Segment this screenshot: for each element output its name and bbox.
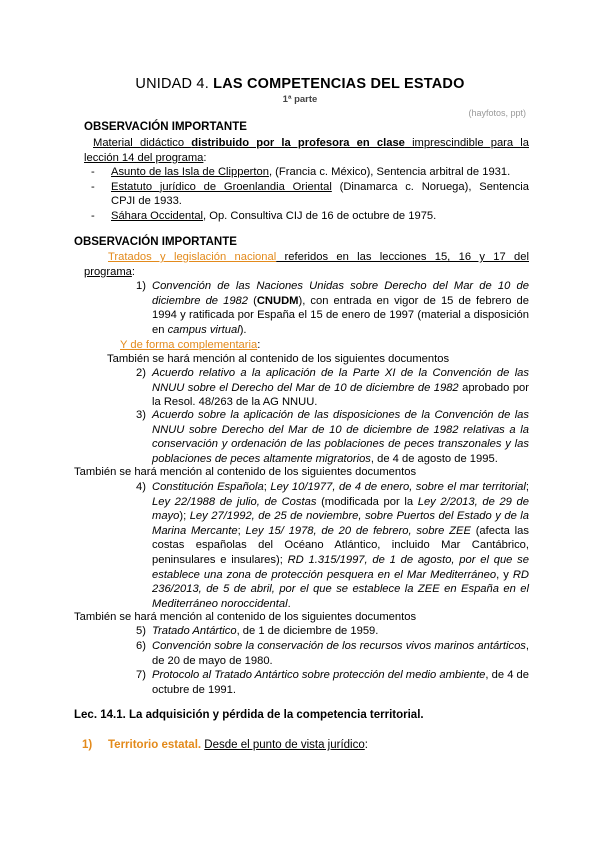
header-note: (hayfotos, ppt) xyxy=(468,108,526,118)
obs2-paragraph: Tratados y legislación nacional referidos en las lecciones 15, 16 y 17 del programa: xyxy=(84,251,529,278)
list-item: - Asunto de las Isla de Clipperton, (Francia c. México), Sentencia arbitral de 1931. xyxy=(91,166,511,178)
complementary-link[interactable]: Y de forma complementaria xyxy=(120,339,258,351)
item-6: 6) Convención sobre la conservación de los recursos vivos marinos antárticos, de 20 de mayo de 1980. xyxy=(136,640,529,667)
section-heading: 1) Territorio estatal. Desde el punto de vista jurídico: xyxy=(82,739,368,751)
list-item: - Sáhara Occidental, Op. Consultiva CIJ de 16 de octubre de 1975. xyxy=(91,209,437,222)
page-subtitle: 1ª parte xyxy=(282,94,318,105)
page-title xyxy=(0,76,600,92)
also-mention-2: También se hará mención al contenido de los siguientes documentos xyxy=(74,466,417,478)
title-bold: LAS COMPETENCIAS DEL ESTADO xyxy=(213,76,465,92)
item-7: 7) Protocolo al Tratado Antártico sobre protección del medio ambiente, de 4 de octubre de 1991. xyxy=(136,669,529,696)
also-mention-1: También se hará mención al contenido de los siguientes documentos xyxy=(107,353,450,365)
also-mention-3: También se hará mención al contenido de los siguientes documentos xyxy=(74,611,417,623)
treaties-link[interactable]: Tratados y legislación nacional xyxy=(108,251,277,263)
obs1-heading: OBSERVACIÓN IMPORTANTE xyxy=(84,121,247,133)
obs2-heading: OBSERVACIÓN IMPORTANTE xyxy=(74,236,237,248)
item-3: 3) Acuerdo sobre la aplicación de las disposiciones de la Convención de las NNUU sobre Derecho del Mar de 10 de diciembre de 1982 relativas a la conservación y ordenación de las poblaciones de peces transzonales y las poblaciones de peces altamente migratorios, de 4 de agosto de 1995. xyxy=(136,409,529,465)
item-4: 4) Constitución Española; Ley 10/1977, de 4 de enero, sobre el mar territorial; Ley 22/1988 de julio, de Costas (modificada por la Ley 2/2013, de 29 de mayo); Ley 27/1992, de 25 de noviembre, sobre Puertos del Estado y de la Marina Mercante; Ley 15/ 1978, de 20 de febrero, sobre ZEE (afecta las costas españolas del Océano Atlántico, incluido Mar Cantábrico, peninsulares e insulares); RD 1.315/1997, de 1 de agosto, por el que se establece una zona de protección pesquera en el Mar Mediterráneo, y RD 236/2013, de 5 de abril, por el que se establece la ZEE en España en el Mediterráneo noroccidental. xyxy=(136,481,529,610)
item-5: 5) Tratado Antártico, de 1 de diciembre de 1959. xyxy=(136,625,379,637)
obs1-bold: distribuido por la profesora en clase xyxy=(191,137,405,149)
obs1-list xyxy=(91,165,529,223)
list-item: CPJI de 1933. xyxy=(111,195,182,208)
list-item: - Estatuto jurídico de Groenlandia Oriental (Dinamarca c. Noruega), Sentencia xyxy=(91,180,529,193)
title-prefix: UNIDAD 4. xyxy=(135,76,214,92)
obs1-paragraph: Material didáctico distribuido por la profesora en clase imprescindible para la lección 14 del programa: xyxy=(84,137,529,164)
item-2: 2) Acuerdo relativo a la aplicación de la Parte XI de la Convención de las NNUU sobre el Derecho del Mar de 10 de diciembre de 1982 aprobado por la Resol. 48/263 de la AG NNUU. xyxy=(136,367,529,409)
lesson-title: Lec. 14.1. La adquisición y pérdida de la competencia territorial. xyxy=(74,709,424,721)
complementary-line: Y de forma complementaria: xyxy=(120,339,261,351)
item-1: 1) Convención de las Naciones Unidas sobre Derecho del Mar de 10 de diciembre de 1982 (CNUDM), con entrada en vigor de 15 de febrero de 1994 y ratificada por España el 15 de enero de 1997 (material a disposición en campus virtual). xyxy=(136,280,530,336)
